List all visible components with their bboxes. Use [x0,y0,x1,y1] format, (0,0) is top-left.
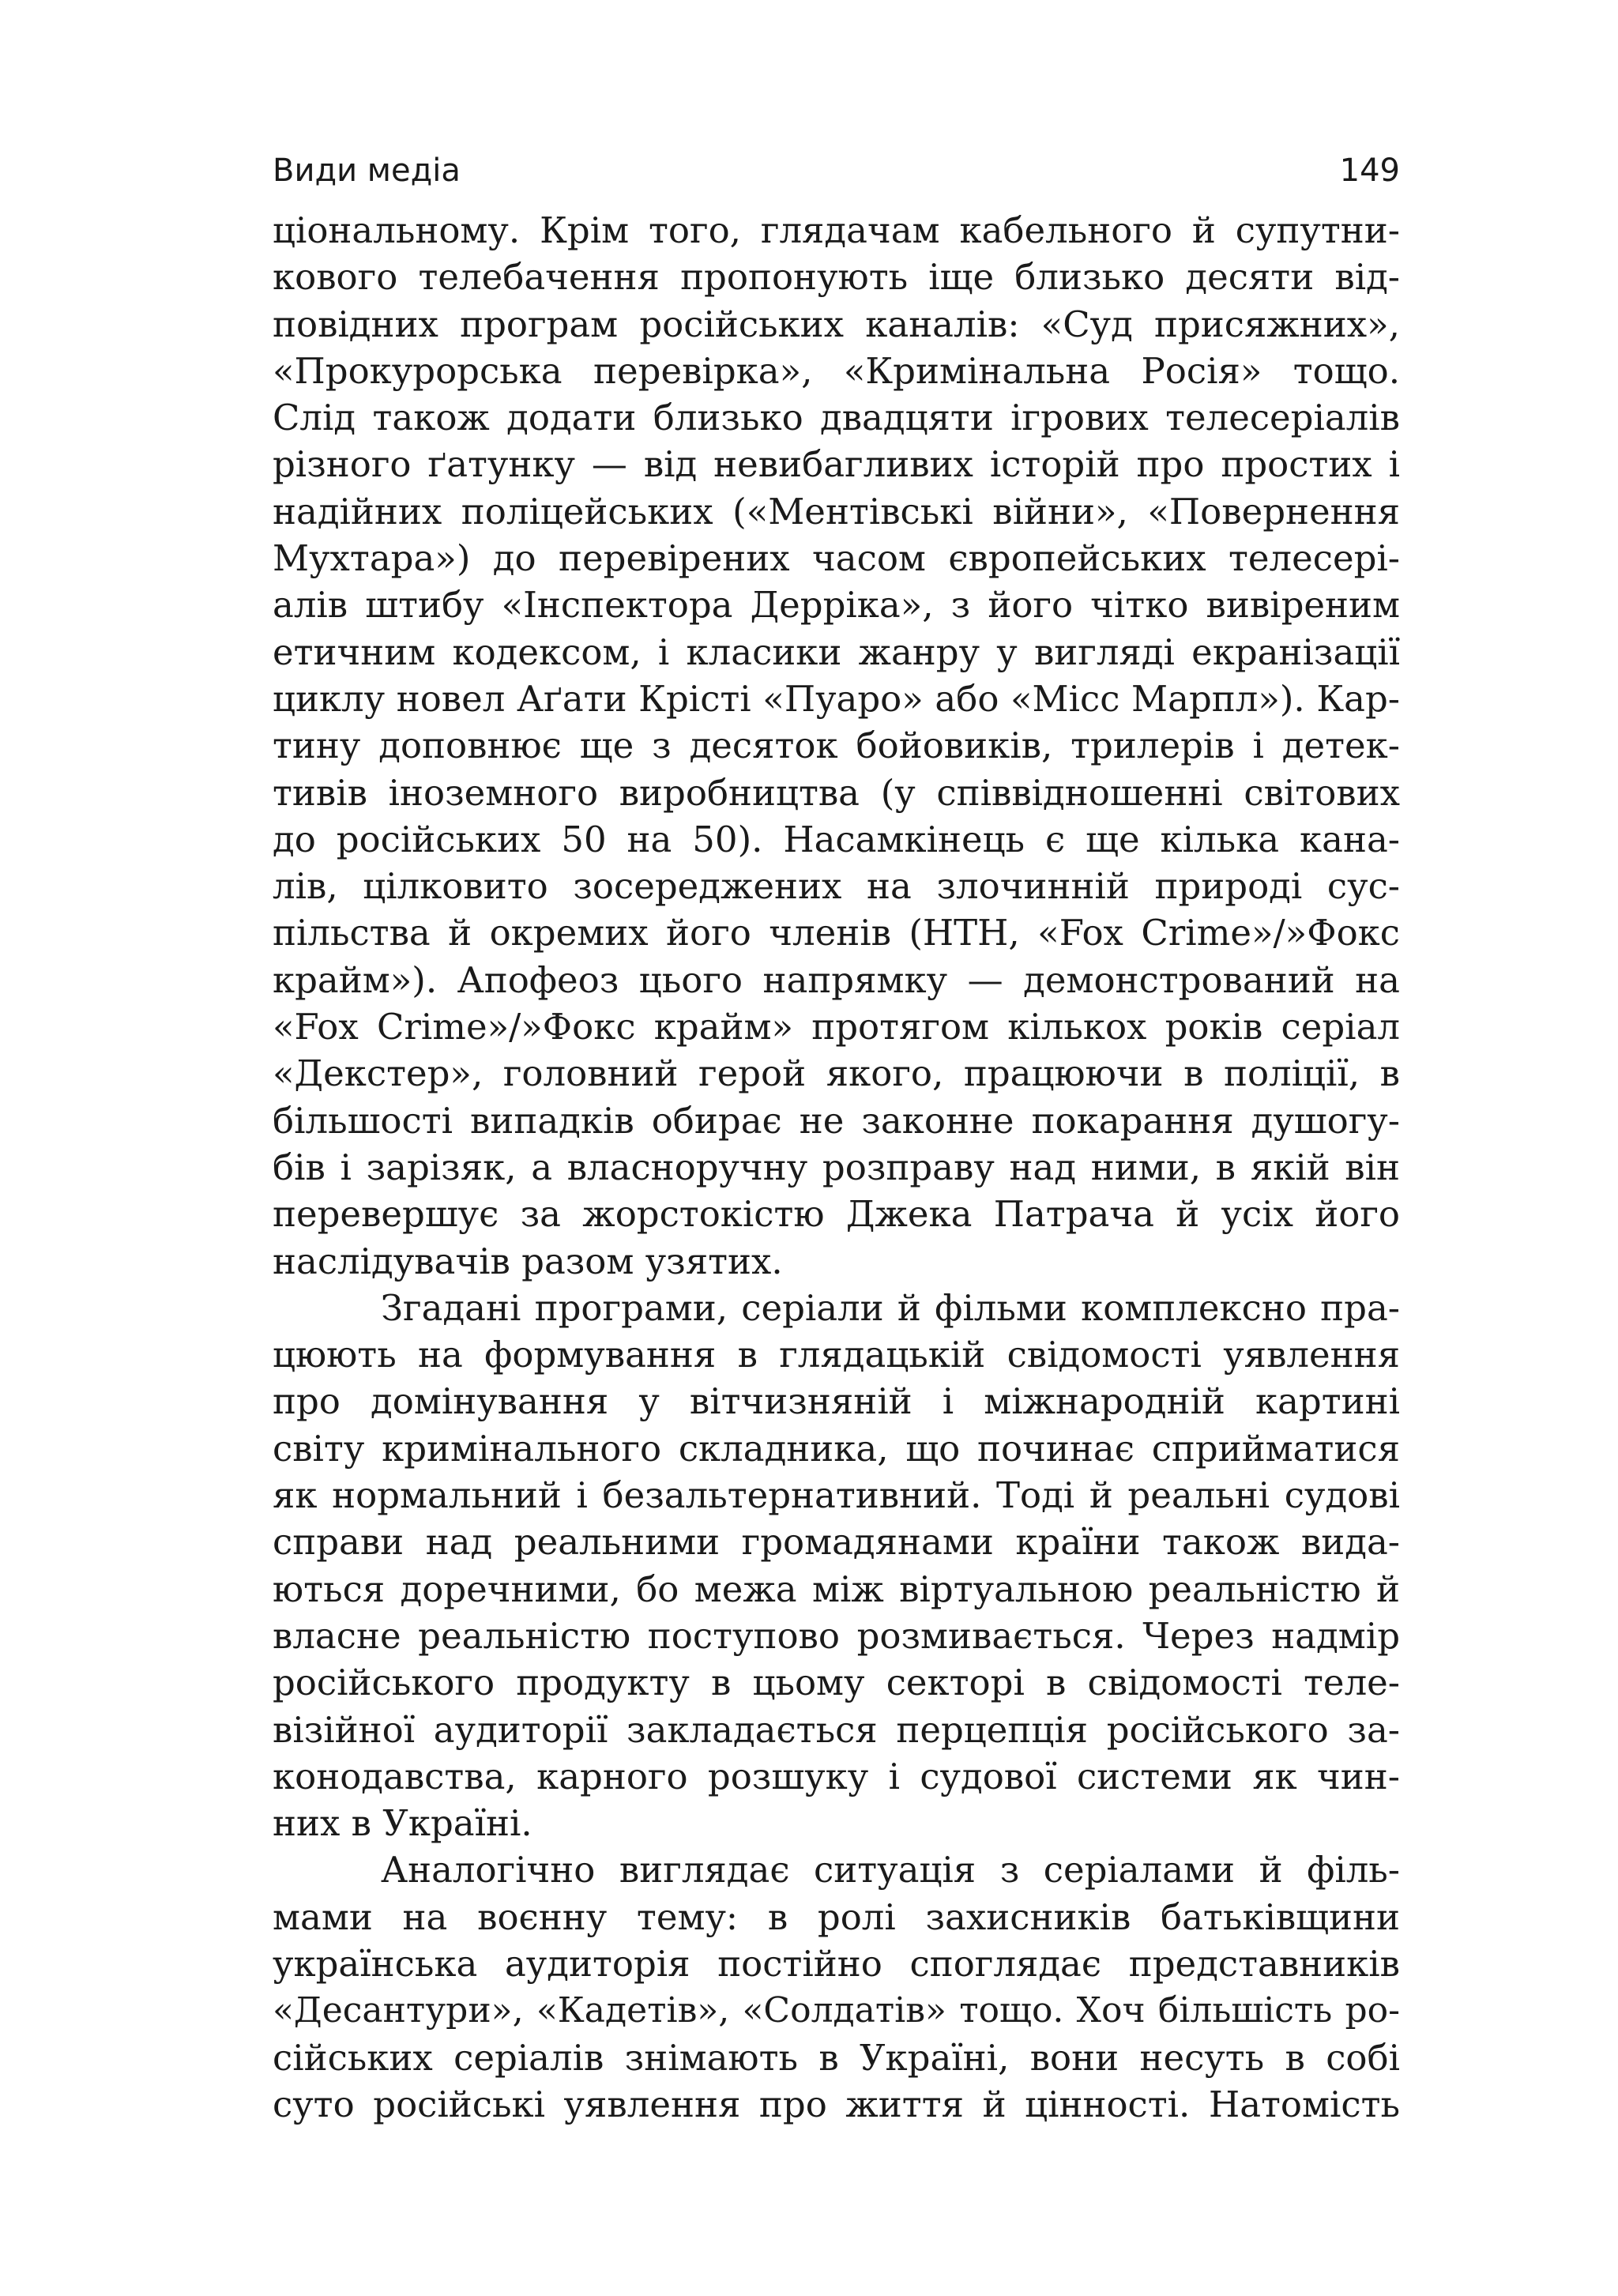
text-line: кового телебачення пропонують іще близько десяти від- [273,256,1400,299]
paragraph [273,1846,1400,2128]
text-line: етичним кодексом, і класики жанру у вигляді екранізації [273,630,1400,673]
text-line: Згадані програми, серіали й фільми комплексно пра- [381,1286,1400,1329]
text-line: циклу новел Аґати Крісті «Пуаро» або «Місс Марпл»). Кар- [273,677,1400,720]
text-line: «Десантури», «Кадетів», «Солдатів» тощо. Хоч більшість ро- [273,1990,1400,2031]
section-title: Види медіа [273,152,461,189]
text-line: наслідувачів разом узятих. [273,1240,783,1282]
text-line: російського продукту в цьому секторі в свідомості теле- [273,1662,1400,1704]
text-line: лів, цілковито зосереджених на злочинній природі сус- [273,865,1400,908]
text-line: тивів іноземного виробництва (у співвідношенні світових [273,771,1400,814]
page-number: 149 [1339,152,1400,189]
text-line: «Прокурорська перевірка», «Кримінальна Росія» тощо. [273,349,1400,392]
text-line: про домінування у вітчизняній і міжнародній картині [273,1380,1400,1423]
text-line: цюють на формування в глядацькій свідомості уявлення [273,1334,1400,1376]
text-line: тину доповнює ще з десяток бойовиків, трилерів і детек- [273,725,1400,767]
text-line: них в Україні. [273,1802,532,1845]
text-line: Слід також додати близько двадцяти ігрових телесеріалів [273,397,1400,439]
text-line: ціональному. Крім того, глядачам кабельного й супутни- [273,209,1400,251]
text-line: мами на воєнну тему: в ролі захисників батьківщини [273,1895,1400,1938]
text-line: сійських серіалів знімають в Україні, вони несуть в собі [273,2036,1400,2079]
text-line: справи над реальними громадянами країни також вида- [273,1521,1400,1564]
text-line: візійної аудиторії закладається перцепція російського за- [273,1708,1400,1751]
text-line: власне реальністю поступово розмивається. Через надмір [273,1614,1400,1657]
text-line: пільства й окремих його членів (НТН, «Fox Crime»/»Фокс [273,912,1400,954]
text-line: Мухтара») до перевірених часом європейських телесері- [273,537,1400,580]
text-line: більшості випадків обирає не законне покарання душогу- [273,1099,1400,1142]
paragraph [273,1285,1400,1847]
text-line: суто російські уявлення про життя й цінності. Натомість [273,2083,1400,2125]
running-header [273,147,1400,194]
text-line: крайм»). Апофеоз цього напрямку — демонстрований на [273,958,1400,1001]
text-line: алів штибу «Інспектора Дерріка», з його чітко вивіреним [273,584,1400,627]
text-line: Аналогічно виглядає ситуація з серіалами й філь- [381,1849,1400,1891]
text-line: як нормальний і безальтернативний. Тоді й реальні судові [273,1474,1400,1517]
text-line: до російських 50 на 50). Насамкінець є ще кілька кана- [273,818,1400,860]
text-line: «Декстер», головний герой якого, працюючи в поліції, в [273,1052,1400,1095]
paragraph [273,207,1400,1285]
text-line: конодавства, карного розшуку і судової системи як чин- [273,1755,1400,1797]
text-line: «Fox Crime»/»Фокс крайм» протягом кількох років серіал [273,1006,1400,1048]
text-line: надійних поліцейських («Ментівські війни», «Повернення [273,490,1400,533]
text-line: бів і зарізяк, а власноручну розправу над ними, в якій він [273,1146,1400,1188]
text-line: різного ґатунку — від невибагливих історій про простих і [273,443,1400,486]
text-line: світу кримінального складника, що починає сприйматися [273,1427,1400,1470]
text-line: перевершує за жорстокістю Джека Патрача й усіх його [273,1193,1400,1236]
text-line: українська аудиторія постійно споглядає представників [273,1942,1400,1985]
text-line: ються доречними, бо межа між віртуальною реальністю й [273,1568,1400,1610]
text-line: повідних програм російських каналів: «Суд присяжних», [273,303,1400,345]
body-text [273,207,1400,2128]
